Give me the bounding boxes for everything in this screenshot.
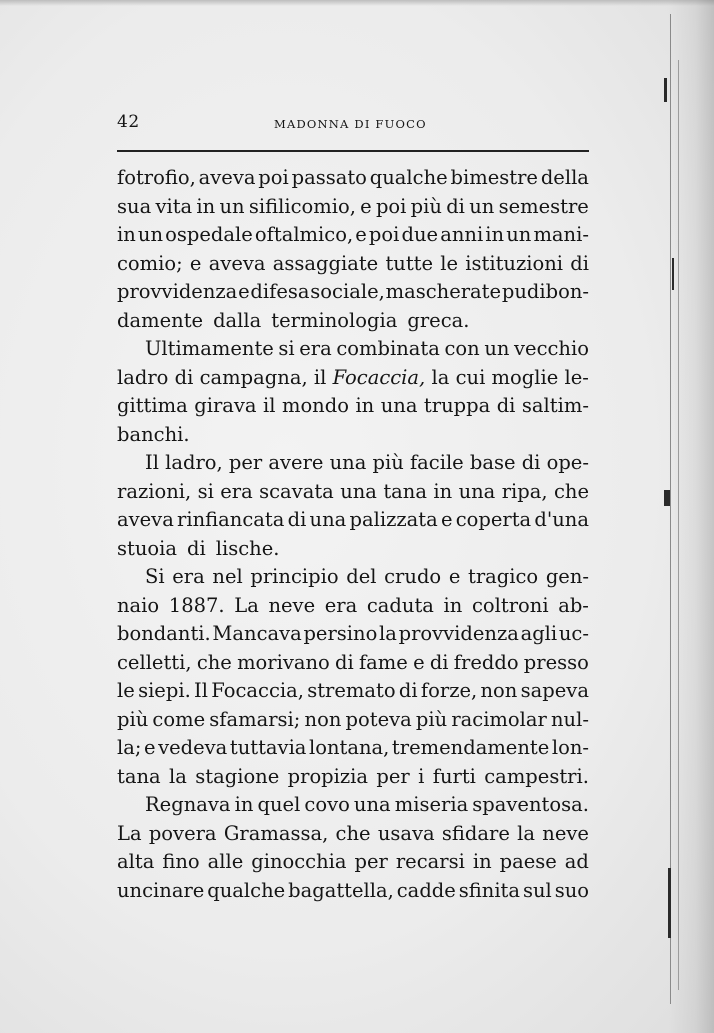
word: campestri.	[484, 764, 589, 788]
word: con	[444, 337, 480, 360]
word: usava	[377, 821, 435, 845]
word: truppa	[423, 394, 491, 417]
word: in	[472, 850, 492, 873]
text-line	[117, 649, 589, 678]
word: sapeva	[520, 679, 589, 702]
word: in	[355, 394, 375, 417]
word: tremendamente	[391, 736, 550, 759]
text-line	[117, 791, 589, 820]
word: fino	[162, 850, 200, 873]
text-line	[117, 848, 589, 877]
word: alle	[207, 850, 244, 873]
text-line	[117, 620, 589, 649]
word: una	[340, 479, 377, 503]
word: pudibon-	[501, 280, 589, 303]
word: di	[496, 394, 516, 417]
word: rinfiancata	[177, 508, 285, 531]
word: più	[372, 451, 404, 474]
word: più	[117, 707, 149, 731]
text-line	[117, 449, 589, 478]
word: del	[346, 565, 377, 588]
word: mondo	[281, 394, 349, 417]
word: nel	[212, 565, 243, 588]
word: La	[234, 593, 259, 617]
word: crudo	[384, 565, 442, 588]
word: fotrofio,	[117, 166, 196, 189]
word: un	[219, 194, 245, 218]
word: in	[196, 194, 216, 218]
edge-speck	[668, 868, 671, 938]
word: terminologia	[271, 308, 398, 332]
word: sifilicomio,	[248, 194, 356, 218]
word: propizia	[287, 764, 369, 788]
text-line	[117, 820, 589, 849]
word: avere	[268, 451, 324, 474]
word: era	[220, 479, 253, 503]
word: non	[304, 707, 342, 731]
word: forze,	[420, 679, 478, 702]
word: ab-	[558, 593, 589, 617]
word: d'una	[534, 508, 589, 531]
word: per	[354, 850, 388, 873]
word: anni	[440, 223, 484, 246]
word: quel	[257, 793, 301, 816]
word: una	[458, 479, 496, 503]
word: presso	[523, 650, 589, 674]
word: miseria	[394, 793, 469, 816]
word: e	[440, 508, 453, 531]
word: e	[238, 280, 250, 303]
word: vecchio	[514, 337, 589, 360]
word: agli	[520, 622, 558, 645]
word: spaventosa.	[472, 793, 589, 816]
word: che	[335, 821, 371, 845]
word: uc-	[558, 622, 589, 645]
word: aveva	[208, 251, 266, 275]
text-line	[117, 364, 589, 393]
word: girava	[194, 394, 257, 417]
word: due	[401, 223, 439, 246]
word: coperta	[455, 508, 532, 531]
word: che	[553, 479, 589, 503]
page-edge-line	[678, 60, 679, 990]
running-title: MADONNA DI FUOCO	[274, 117, 427, 131]
word: ladro,	[165, 451, 223, 474]
edge-speck	[672, 258, 674, 290]
word: principio	[250, 565, 339, 588]
word: Ultimamente	[145, 337, 274, 360]
text-line	[117, 734, 589, 763]
text-line	[117, 877, 589, 906]
word: lontana,	[308, 736, 390, 759]
word: Mancava	[212, 622, 302, 645]
word: di	[429, 650, 449, 674]
text-line	[117, 763, 589, 792]
word: e	[360, 194, 372, 218]
word: siepi.	[138, 679, 191, 702]
word: freddo	[453, 650, 519, 674]
word: tana	[383, 479, 427, 503]
word: e	[413, 650, 425, 674]
body-text	[117, 164, 589, 905]
text-line	[117, 307, 589, 336]
word: stagione	[195, 764, 280, 788]
word: recarsi	[395, 850, 465, 873]
text-line	[117, 221, 589, 250]
word: ospedale	[165, 223, 253, 246]
word: di	[174, 365, 194, 389]
word: di	[521, 451, 541, 474]
word: le	[440, 251, 459, 275]
word: Il	[194, 679, 208, 702]
word: di	[287, 508, 307, 531]
word: La	[117, 821, 142, 845]
word: provvidenza	[117, 280, 238, 303]
header-rule	[117, 150, 589, 152]
word: ope-	[546, 451, 589, 474]
edge-speck	[664, 490, 670, 506]
word: sociale,	[310, 280, 385, 303]
word: ripa,	[501, 479, 548, 503]
word: nul-	[551, 707, 589, 731]
text-line	[117, 278, 589, 307]
word: bimestre	[450, 166, 538, 189]
page-edge-line	[670, 14, 671, 1004]
text-line	[117, 506, 589, 535]
text-line	[117, 164, 589, 193]
word: comio;	[117, 251, 183, 275]
word: poi	[375, 194, 407, 218]
word: sul	[522, 878, 552, 902]
word: tutte	[385, 251, 434, 275]
word: lische.	[215, 536, 280, 560]
word: tana	[117, 764, 161, 788]
word: di	[335, 650, 354, 674]
word: era	[172, 565, 205, 588]
word: damente	[117, 308, 204, 332]
word: si	[197, 479, 214, 503]
word: un	[506, 223, 532, 246]
word: una	[380, 394, 418, 417]
word: di	[187, 536, 206, 560]
word: tragico	[468, 565, 539, 588]
edge-speck	[664, 78, 667, 102]
word: qualche	[369, 166, 448, 189]
word: come	[152, 707, 206, 731]
word: 1887.	[168, 593, 225, 617]
word: le	[117, 679, 135, 702]
word: di	[398, 679, 418, 702]
word: oftalmico,	[254, 223, 354, 246]
word: racimolar	[451, 707, 547, 731]
word: Focaccia,	[211, 679, 304, 702]
word: Regnava	[145, 793, 231, 816]
text-line	[117, 392, 589, 421]
text-line	[117, 335, 589, 364]
word: ginocchia	[251, 850, 347, 873]
word: semestre	[498, 194, 589, 218]
text-line	[117, 421, 589, 450]
word: uncinare	[117, 878, 205, 902]
word: in	[485, 223, 505, 246]
word: Focaccia,	[332, 365, 426, 389]
word: fame	[358, 650, 408, 674]
word: lon-	[551, 736, 589, 759]
word: morivano	[237, 650, 330, 674]
word: più	[415, 707, 448, 731]
word: Si	[145, 565, 165, 588]
word: mani-	[533, 223, 589, 246]
word: saltim-	[521, 394, 589, 417]
word: la	[517, 821, 536, 845]
word: assaggiate	[272, 251, 379, 275]
page-spine-shadow	[668, 0, 714, 1033]
page-number: 42	[117, 112, 140, 132]
word: e	[189, 251, 202, 275]
page-header	[117, 112, 589, 134]
word: difesa	[250, 280, 310, 303]
word: stuoia	[117, 536, 178, 560]
word: vedeva	[158, 736, 228, 759]
word: in	[117, 223, 136, 246]
word: naio	[117, 593, 160, 617]
word: la;	[117, 736, 142, 759]
word: istituzioni	[465, 251, 564, 275]
word: il	[313, 365, 327, 389]
word: suo	[554, 878, 589, 902]
word: per	[376, 764, 410, 788]
word: si	[278, 337, 295, 360]
word: era	[324, 593, 358, 617]
word: una	[353, 793, 391, 816]
word: dalla	[213, 308, 262, 332]
word: alta	[117, 850, 155, 873]
word: cadde	[396, 878, 456, 902]
word: stremato	[307, 679, 396, 702]
word: provvidenza	[398, 622, 519, 645]
word: vita	[155, 194, 193, 218]
word: una	[309, 508, 347, 531]
word: ladro	[117, 365, 169, 389]
word: razioni,	[117, 479, 192, 503]
text-line	[117, 563, 589, 592]
word: in	[433, 479, 453, 503]
word: coltroni	[471, 593, 549, 617]
word: il	[263, 394, 276, 417]
word: caduta	[366, 593, 434, 617]
word: furti	[432, 764, 476, 788]
word: aveva	[198, 166, 256, 189]
word: poi	[258, 166, 289, 189]
word: bondanti.	[117, 622, 211, 645]
word: la	[431, 365, 450, 389]
word: la	[379, 622, 397, 645]
word: bagattella,	[288, 878, 394, 902]
word: più	[410, 194, 442, 218]
text-line	[117, 193, 589, 222]
word: le-	[564, 365, 589, 389]
word: sfinita	[458, 878, 521, 902]
word: che	[196, 650, 232, 674]
word: combinata	[336, 337, 440, 360]
word: sfamarsi;	[209, 707, 301, 731]
word: e	[143, 736, 156, 759]
word: moglie	[491, 365, 559, 389]
word: e	[355, 223, 367, 246]
word: Il	[145, 451, 159, 474]
word: di	[570, 251, 589, 275]
word: gen-	[545, 565, 589, 588]
word: poteva	[345, 707, 412, 731]
word: povera	[148, 821, 217, 845]
word: una	[329, 451, 367, 474]
word: della	[540, 166, 589, 189]
word: greca.	[407, 308, 470, 332]
word: campagna,	[199, 365, 308, 389]
word: paese	[499, 850, 557, 873]
text-line	[117, 706, 589, 735]
text-line	[117, 478, 589, 507]
word: in	[443, 593, 463, 617]
word: mascherate	[385, 280, 502, 303]
text-line	[117, 535, 589, 564]
word: aveva	[117, 508, 174, 531]
word: ad	[564, 850, 589, 873]
word: per	[228, 451, 263, 474]
word: passato	[291, 166, 367, 189]
word: gittima	[117, 394, 188, 417]
text-line	[117, 677, 589, 706]
word: la	[169, 764, 187, 788]
word: non	[480, 679, 518, 702]
word: Gramassa,	[223, 821, 329, 845]
word: neve	[268, 593, 316, 617]
text-line	[117, 592, 589, 621]
word: tuttavia	[229, 736, 307, 759]
word: sua	[117, 194, 152, 218]
text-line	[117, 250, 589, 279]
word: base	[469, 451, 516, 474]
word: i	[418, 764, 425, 788]
word: poi	[368, 223, 400, 246]
word: cui	[455, 365, 486, 389]
word: un	[469, 194, 495, 218]
word: era	[299, 337, 332, 360]
word: qualche	[207, 878, 286, 902]
word: facile	[409, 451, 464, 474]
word: un	[484, 337, 510, 360]
word: palizzata	[349, 508, 438, 531]
word: persino	[303, 622, 378, 645]
word: covo	[304, 793, 350, 816]
word: neve	[542, 821, 589, 845]
word: scavata	[259, 479, 334, 503]
word: celletti,	[117, 650, 192, 674]
word: e	[448, 565, 461, 588]
word: di	[446, 194, 465, 218]
word: in	[234, 793, 254, 816]
word: banchi.	[117, 422, 190, 446]
word: un	[137, 223, 164, 246]
word: sfidare	[441, 821, 510, 845]
page-top-shadow	[0, 0, 714, 6]
